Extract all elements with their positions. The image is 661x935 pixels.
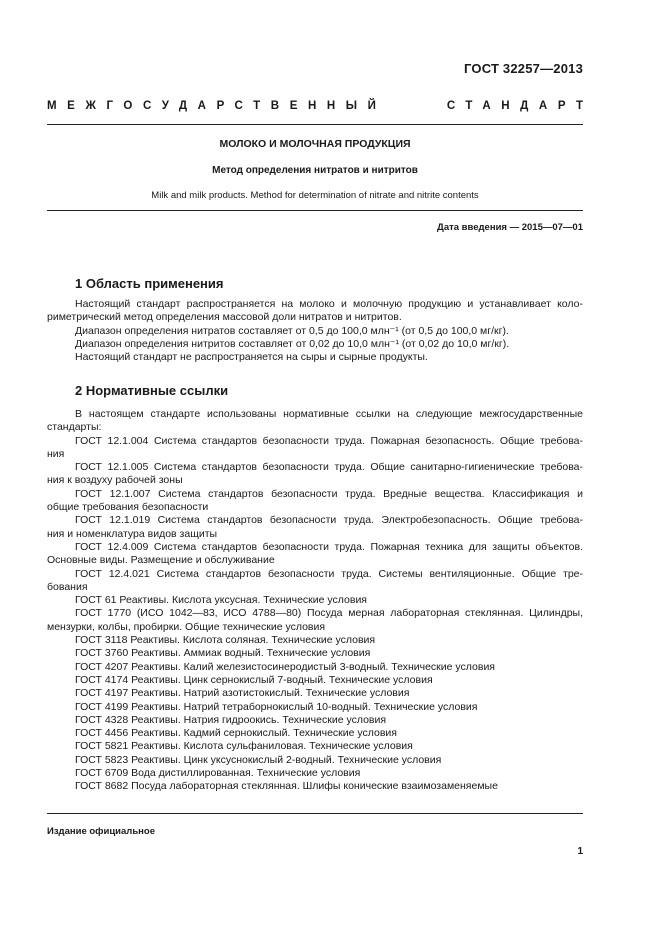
paragraph-line: стандарты: [47,421,102,434]
reference-item: ГОСТ 5821 Реактивы. Кислота сульфаниловая. Технические условия [75,740,413,753]
section-2-body [47,408,583,794]
document-subtitle: Метод определения нитратов и нитритов [212,165,418,176]
reference-item: ГОСТ 5823 Реактивы. Цинк уксуснокислый 2-водный. Технические условия [75,753,442,766]
reference-item: ГОСТ 1770 (ИСО 1042—83, ИСО 4788—80) Посуда мерная лабораторная стеклянная. Цилиндры, [75,607,583,620]
reference-item: ГОСТ 12.4.021 Система стандартов безопасности труда. Системы вентиляционные. Общие тре- [75,567,583,580]
section-1-body [47,298,583,364]
paragraph-line: Настоящий стандарт распространяется на молоко и молочную продукцию и устанавливает коло- [75,298,583,310]
top-rule [47,124,583,125]
title-rule [47,210,583,211]
reference-item: ГОСТ 12.4.009 Система стандартов безопасности труда. Пожарная техника для защиты объектов. [75,540,583,553]
reference-item: ГОСТ 6709 Вода дистиллированная. Технические условия [75,767,361,780]
banner-interstate: МЕЖГОСУДАРСТВЕННЫЙ [47,100,387,112]
english-title: Milk and milk products. Method for determination of nitrate and nitrite contents [151,190,479,201]
normative-references-list [47,435,583,794]
reference-item: ГОСТ 4199 Реактивы. Натрий тетраборнокислый 10-водный. Технические условия [75,700,478,713]
official-edition-note: Издание официальное [47,826,155,837]
reference-item: ГОСТ 12.1.005 Система стандартов безопасности труда. Общие санитарно-гигиенические требова- [75,461,583,474]
banner-standard: СТАНДАРТ [446,100,594,112]
reference-item: ГОСТ 8682 Посуда лабораторная стеклянная. Шлифы конические взаимозаменяемые [75,780,498,793]
reference-item: ГОСТ 12.1.019 Система стандартов безопасности труда. Электробезопасность. Общие требова- [75,514,583,527]
reference-item: ГОСТ 61 Реактивы. Кислота уксусная. Технические условия [75,594,367,607]
reference-item: ГОСТ 4207 Реактивы. Калий железистосинеродистый 3-водный. Технические условия [75,660,495,673]
standard-code: ГОСТ 32257—2013 [464,61,583,76]
reference-item-continuation: общие требования безопасности [47,501,209,514]
reference-item: ГОСТ 3118 Реактивы. Кислота соляная. Технические условия [75,634,376,647]
paragraph-line: риметрический метод определения массовой доли нитратов и нитритов. [47,311,402,324]
reference-item: ГОСТ 4174 Реактивы. Цинк сернокислый 7-водный. Технические условия [75,673,433,686]
reference-item-continuation: ния [47,447,65,460]
document-title: МОЛОКО И МОЛОЧНАЯ ПРОДУКЦИЯ [219,138,411,150]
reference-item-continuation: ния и номенклатура видов защиты [47,527,218,540]
reference-item: ГОСТ 4456 Реактивы. Кадмий сернокислый. Технические условия [75,727,397,740]
reference-item: ГОСТ 4197 Реактивы. Натрий азотистокислый. Технические условия [75,687,410,700]
paragraph-line: Диапазон определения нитратов составляет от 0,5 до 100,0 млн⁻¹ (от 0,5 до 100,0 мг/кг). [75,324,509,337]
footer-rule [47,813,583,814]
reference-item: ГОСТ 4328 Реактивы. Натрия гидроокись. Технические условия [75,713,387,726]
section-2-heading: 2 Нормативные ссылки [75,383,229,398]
reference-item: ГОСТ 12.1.007 Система стандартов безопасности труда. Вредные вещества. Классификация и [75,487,583,500]
reference-item-continuation: бования [47,580,88,593]
reference-item-continuation: ния к воздуху рабочей зоны [47,474,183,487]
reference-item-continuation: мензурки, колбы, пробирки. Общие технические условия [47,620,326,633]
introduction-date: Дата введения — 2015—07—01 [437,222,583,233]
reference-item-continuation: Основные виды. Размещение и обслуживание [47,554,275,567]
paragraph-line: Настоящий стандарт не распространяется на сыры и сырные продукты. [75,351,428,364]
reference-item: ГОСТ 12.1.004 Система стандартов безопасности труда. Пожарная безопасность. Общие требова- [75,434,583,447]
page-number: 1 [577,846,583,857]
standard-banner [47,100,594,114]
paragraph-line: В настоящем стандарте использованы нормативные ссылки на следующие межгосударственные [75,408,583,420]
section-1-heading: 1 Область применения [75,276,224,291]
paragraph-line: Диапазон определения нитритов составляет от 0,02 до 10,0 млн⁻¹ (от 0,02 до 10,0 мг/кг). [75,337,510,350]
reference-item: ГОСТ 3760 Реактивы. Аммиак водный. Технические условия [75,647,371,660]
